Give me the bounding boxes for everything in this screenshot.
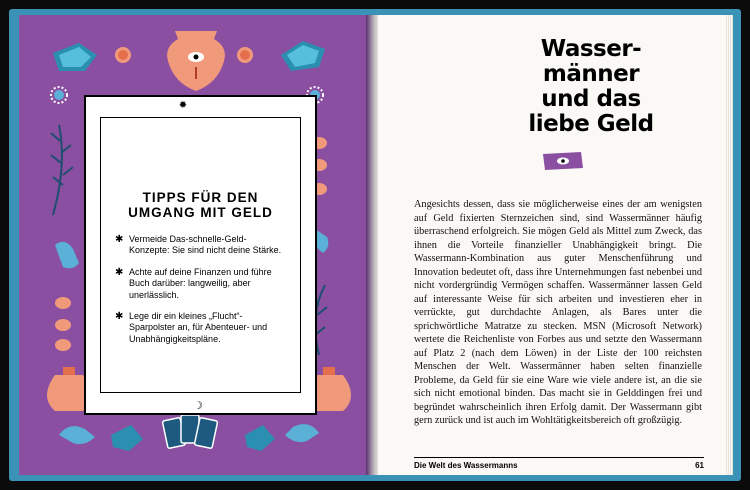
- tip-text: Achte auf deine Finanzen und führe Buch darüber: langweilig, aber unerlässlich.: [129, 266, 272, 300]
- beads-icon: [51, 87, 67, 103]
- coin-icon: [237, 47, 253, 63]
- bullet-star-icon: ✱: [115, 311, 124, 323]
- tips-list: [115, 234, 283, 355]
- tip-text: Lege dir ein kleines „Flucht“-Sparpolster an, für Abenteuer- und Unabhängigkeitspläne.: [129, 311, 268, 344]
- crystal-icon: [281, 41, 325, 71]
- coin-icon: [115, 47, 131, 63]
- vase-eye-icon: [167, 31, 225, 91]
- left-page: [19, 15, 373, 475]
- tarot-cards-icon: [162, 415, 217, 449]
- page-number: 61: [695, 461, 704, 470]
- body-text: Angesichts dessen, dass sie möglicherweise eines der am wenigsten auf Geld fixierten Sternzeichen sind, sind Wassermänner häufig überraschend erfolgreich. Sie mögen Geld als Mittel zum Zweck, das ihnen die Vorteile finanzieller Unabhängigkeit bringt. Die Wassermann-Kombination aus guter Menschenführung und Innovation bedeutet oft, dass ihre Unternehmungen fast nebenbei und nicht vordergründig Vermögen schaffen. Wassermänner lassen Geld auf interessante Weise für sich arbeiten und investieren eher in verrückte, gut durchdachte Anlagen, als Bares unter die sprichwörtliche Matratze zu stecken. MSN (Microsoft Network) wertete die Reichenliste von Forbes aus und setzte den Wassermann auf Platz 2 (nach dem Löwen) in der Liste der 100 reichsten Menschen der Welt. Wassermänner haben selten finanzielle Probleme, da Geld für sie eine Ware wie viele andere ist, an die sie sich nicht emotional binden. Das macht sie in Gelddingen frei und begründet wahrscheinlich ihren Erfolg damit. Der Wassermann gibt gern zurück und ist auch im Wohltätigkeitsbereich oft großzügig.: [414, 199, 702, 426]
- right-page: [378, 15, 726, 475]
- tips-title-line: TIPPS FÜR DEN UMGANG MIT GELD: [128, 190, 273, 220]
- page-edges: [726, 15, 733, 475]
- tips-box-inner-frame: [100, 117, 301, 412]
- palm-leaf-icon: [51, 125, 73, 215]
- list-item: [115, 311, 283, 345]
- footer-rule: [414, 457, 704, 458]
- sun-icon: ✹: [178, 100, 188, 111]
- bullet-star-icon: ✱: [115, 266, 124, 278]
- list-item: [115, 267, 283, 301]
- chapter-heading: Wasser- männer und das liebe Geld: [528, 36, 654, 137]
- money-eye-icon: [541, 150, 585, 172]
- bullet-star-icon: ✱: [115, 234, 124, 245]
- crystal-icon: [53, 43, 97, 71]
- tips-title: [101, 190, 300, 220]
- tip-text: Vermeide Das-schnelle-Geld-Konzepte: Sie sind nicht deine Stärke.: [129, 234, 282, 256]
- moon-icon: ☽: [193, 400, 203, 412]
- tips-box: [84, 95, 317, 415]
- running-footer: Die Welt des Wassermanns: [414, 461, 518, 470]
- list-item: [115, 234, 283, 257]
